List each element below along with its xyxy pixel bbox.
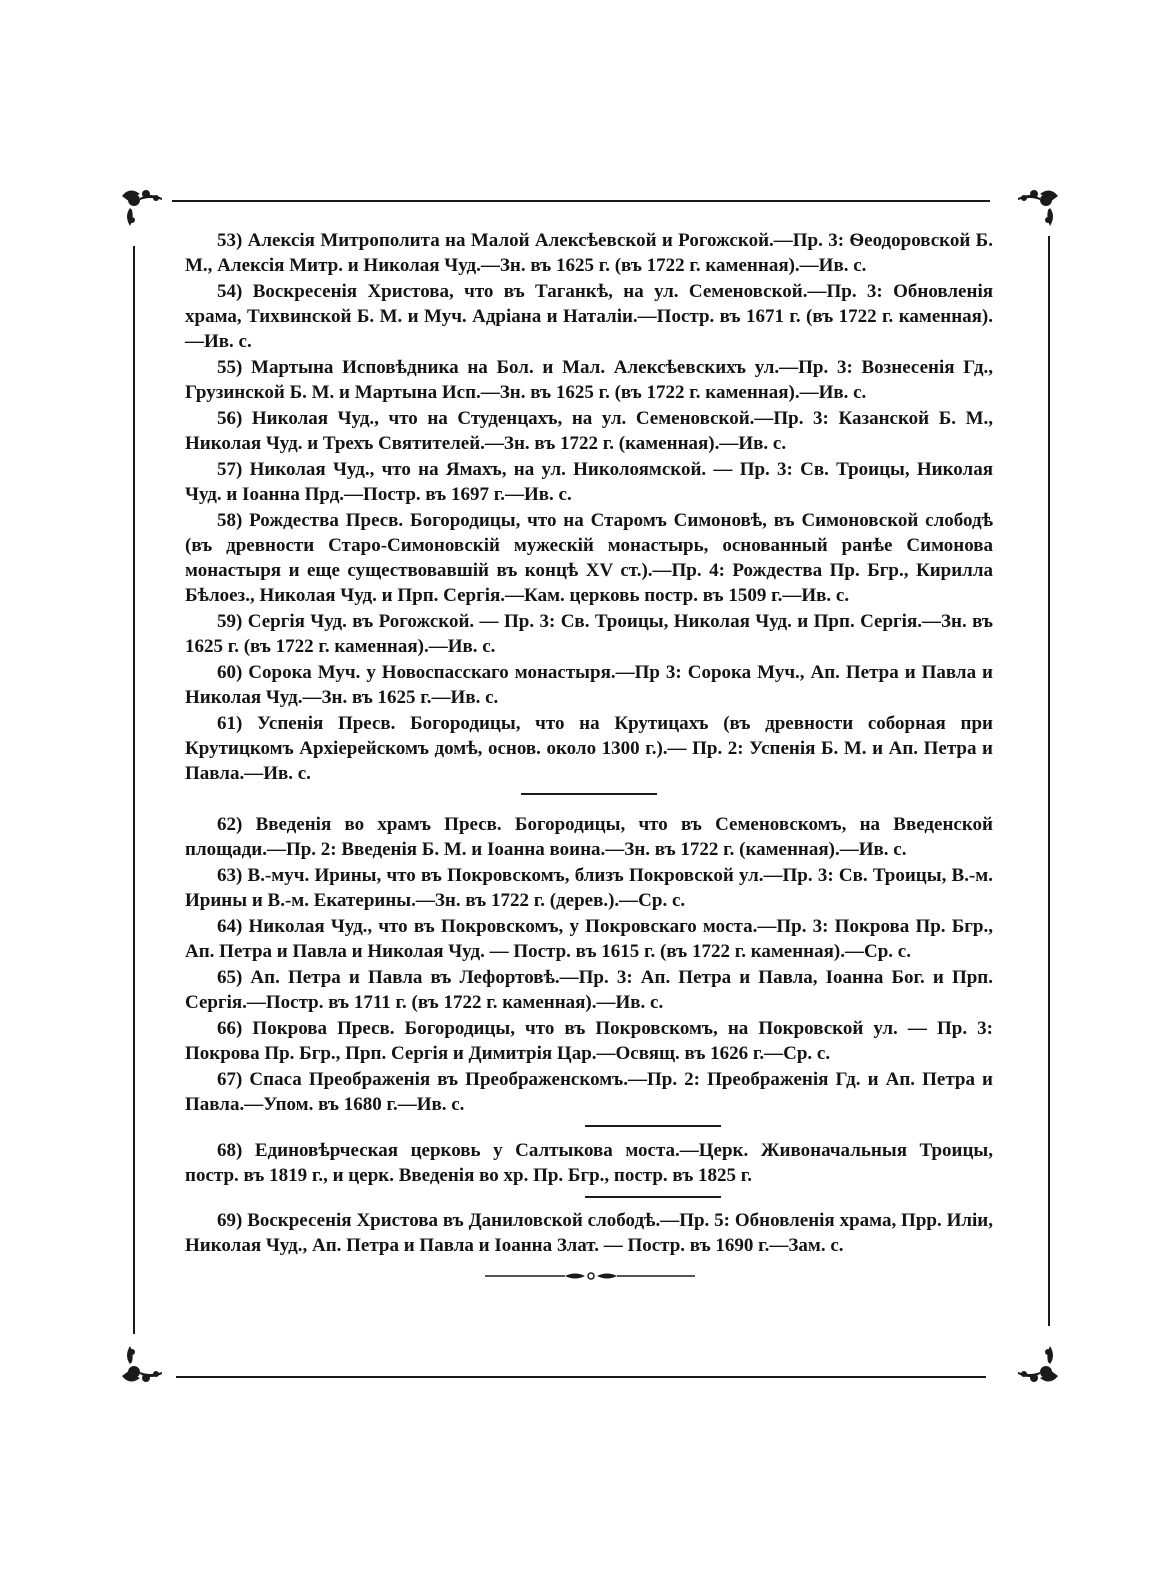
end-ornament-icon (485, 1270, 695, 1282)
entry-66: 66) Покрова Пресв. Богородицы, что въ Покровскомъ, на Покровской ул. — Пр. 3: Покрова Пр. Бгр., Прп. Сергія и Димитрія Цар.—Освящ. въ 1626 г.—Ср. с. (185, 1018, 993, 1064)
entry-56: 56) Николая Чуд., что на Студенцахъ, на ул. Семеновской.—Пр. 3: Казанской Б. М., Николая Чуд. и Трехъ Святителей.—Зн. въ 1722 г. (каменная).—Ив. с. (185, 408, 993, 454)
entry-53: 53) Алексія Митрополита на Малой Алексѣевской и Рогожской.—Пр. 3: Ѳеодоровской Б. М., Алексія Митр. и Николая Чуд.—Зн. въ 1625 г. (въ 1722 г. каменная).—Ив. с. (185, 230, 993, 276)
entry-60: 60) Сорока Муч. у Новоспасскаго монастыря.—Пр 3: Сорока Муч., Ап. Петра и Павла и Николая Чуд.—Зн. въ 1625 г.—Ив. с. (185, 662, 993, 708)
entry-64: 64) Николая Чуд., что въ Покровскомъ, у Покровскаго моста.—Пр. 3: Покрова Пр. Бгр., Ап. Петра и Павла и Николая Чуд. — Постр. въ 1615 г. (въ 1722 г. каменная).—Ср. с. (185, 916, 993, 962)
entry-59: 59) Сергія Чуд. въ Рогожской. — Пр. 3: Св. Троицы, Николая Чуд. и Прп. Сергія.—Зн. въ 1625 г. (въ 1722 г. каменная).—Ив. с. (185, 611, 993, 657)
frame-right-rule (1048, 236, 1050, 1326)
frame-bottom-rule (176, 1376, 986, 1378)
entry-62: 62) Введенія во храмъ Пресв. Богородицы, что въ Семеновскомъ, на Введенской площади.—Пр. 2: Введенія Б. М. и Іоанна воина.—Зн. въ 1722 г. (каменная).—Ив. с. (185, 814, 993, 860)
entry-54: 54) Воскресенія Христова, что въ Таганкѣ, на ул. Семеновской.—Пр. 3: Обновленія храма, Тихвинской Б. М. и Муч. Адріана и Наталіи.—Постр. въ 1671 г. (въ 1722 г. каменная).—Ив. с. (185, 281, 993, 352)
entry-61: 61) Успенія Пресв. Богородицы, что на Крутицахъ (въ древности соборная при Крутицкомъ Архіерейскомъ домѣ, основ. около 1300 г.).— Пр. 2: Успенія Б. М. и Ап. Петра и Павла.—Ив. с. (185, 713, 993, 784)
entry-67: 67) Спаса Преображенія въ Преображенскомъ.—Пр. 2: Преображенія Гд. и Ап. Петра и Павла.—Упом. въ 1680 г.—Ив. с. (185, 1069, 993, 1115)
entry-57: 57) Николая Чуд., что на Ямахъ, на ул. Николоямской. — Пр. 3: Св. Троицы, Николая Чуд. и Іоанна Прд.—Постр. въ 1697 г.—Ив. с. (185, 459, 993, 505)
section-separator (585, 1196, 721, 1198)
entry-55: 55) Мартына Исповѣдника на Бол. и Мал. Алексѣевскихъ ул.—Пр. 3: Вознесенія Гд., Грузинской Б. М. и Мартына Исп.—Зн. въ 1625 г. (въ 1722 г. каменная).—Ив. с. (185, 357, 993, 403)
frame-top-rule (172, 200, 990, 202)
section-separator (585, 1125, 721, 1127)
entry-63: 63) В.-муч. Ирины, что въ Покровскомъ, близъ Покровской ул.—Пр. 3: Св. Троицы, В.-м. Ирины и В.-м. Екатерины.—Зн. въ 1722 г. (дерев.).—Ср. с. (185, 865, 993, 911)
entry-65: 65) Ап. Петра и Павла въ Лефортовѣ.—Пр. 3: Ап. Петра и Павла, Іоанна Бог. и Прп. Сергія.—Постр. въ 1711 г. (въ 1722 г. каменная).—Ив. с. (185, 967, 993, 1013)
entry-69: 69) Воскресенія Христова въ Даниловской слободѣ.—Пр. 5: Обновленія храма, Прр. Иліи, Николая Чуд., Ап. Петра и Павла и Іоанна Злат. — Постр. въ 1690 г.—Зам. с. (185, 1210, 993, 1256)
corner-ornament-icon (1004, 1332, 1068, 1396)
frame-left-rule (133, 246, 135, 1334)
corner-ornament-icon (1004, 176, 1068, 240)
entry-68: 68) Единовѣрческая церковь у Салтыкова моста.—Церк. Живоначальныя Троицы, постр. въ 1819 г., и церк. Введенія во хр. Пр. Бгр., постр. въ 1825 г. (185, 1140, 993, 1186)
section-separator (521, 793, 657, 795)
corner-ornament-icon (112, 1332, 176, 1396)
corner-ornament-icon (112, 176, 176, 240)
page-body (185, 228, 993, 1282)
entry-58: 58) Рождества Пресв. Богородицы, что на Старомъ Симоновѣ, въ Симоновской слободѣ (въ древности Старо-Симоновскій мужескій монастырь, основанный ранѣе Симонова монастыря и еще существовавшій въ концѣ XV ст.).—Пр. 4: Рождества Пр. Бгр., Кирилла Бѣлоез., Николая Чуд. и Прп. Сергія.—Кам. церковь постр. въ 1509 г.—Ив. с. (185, 510, 993, 606)
